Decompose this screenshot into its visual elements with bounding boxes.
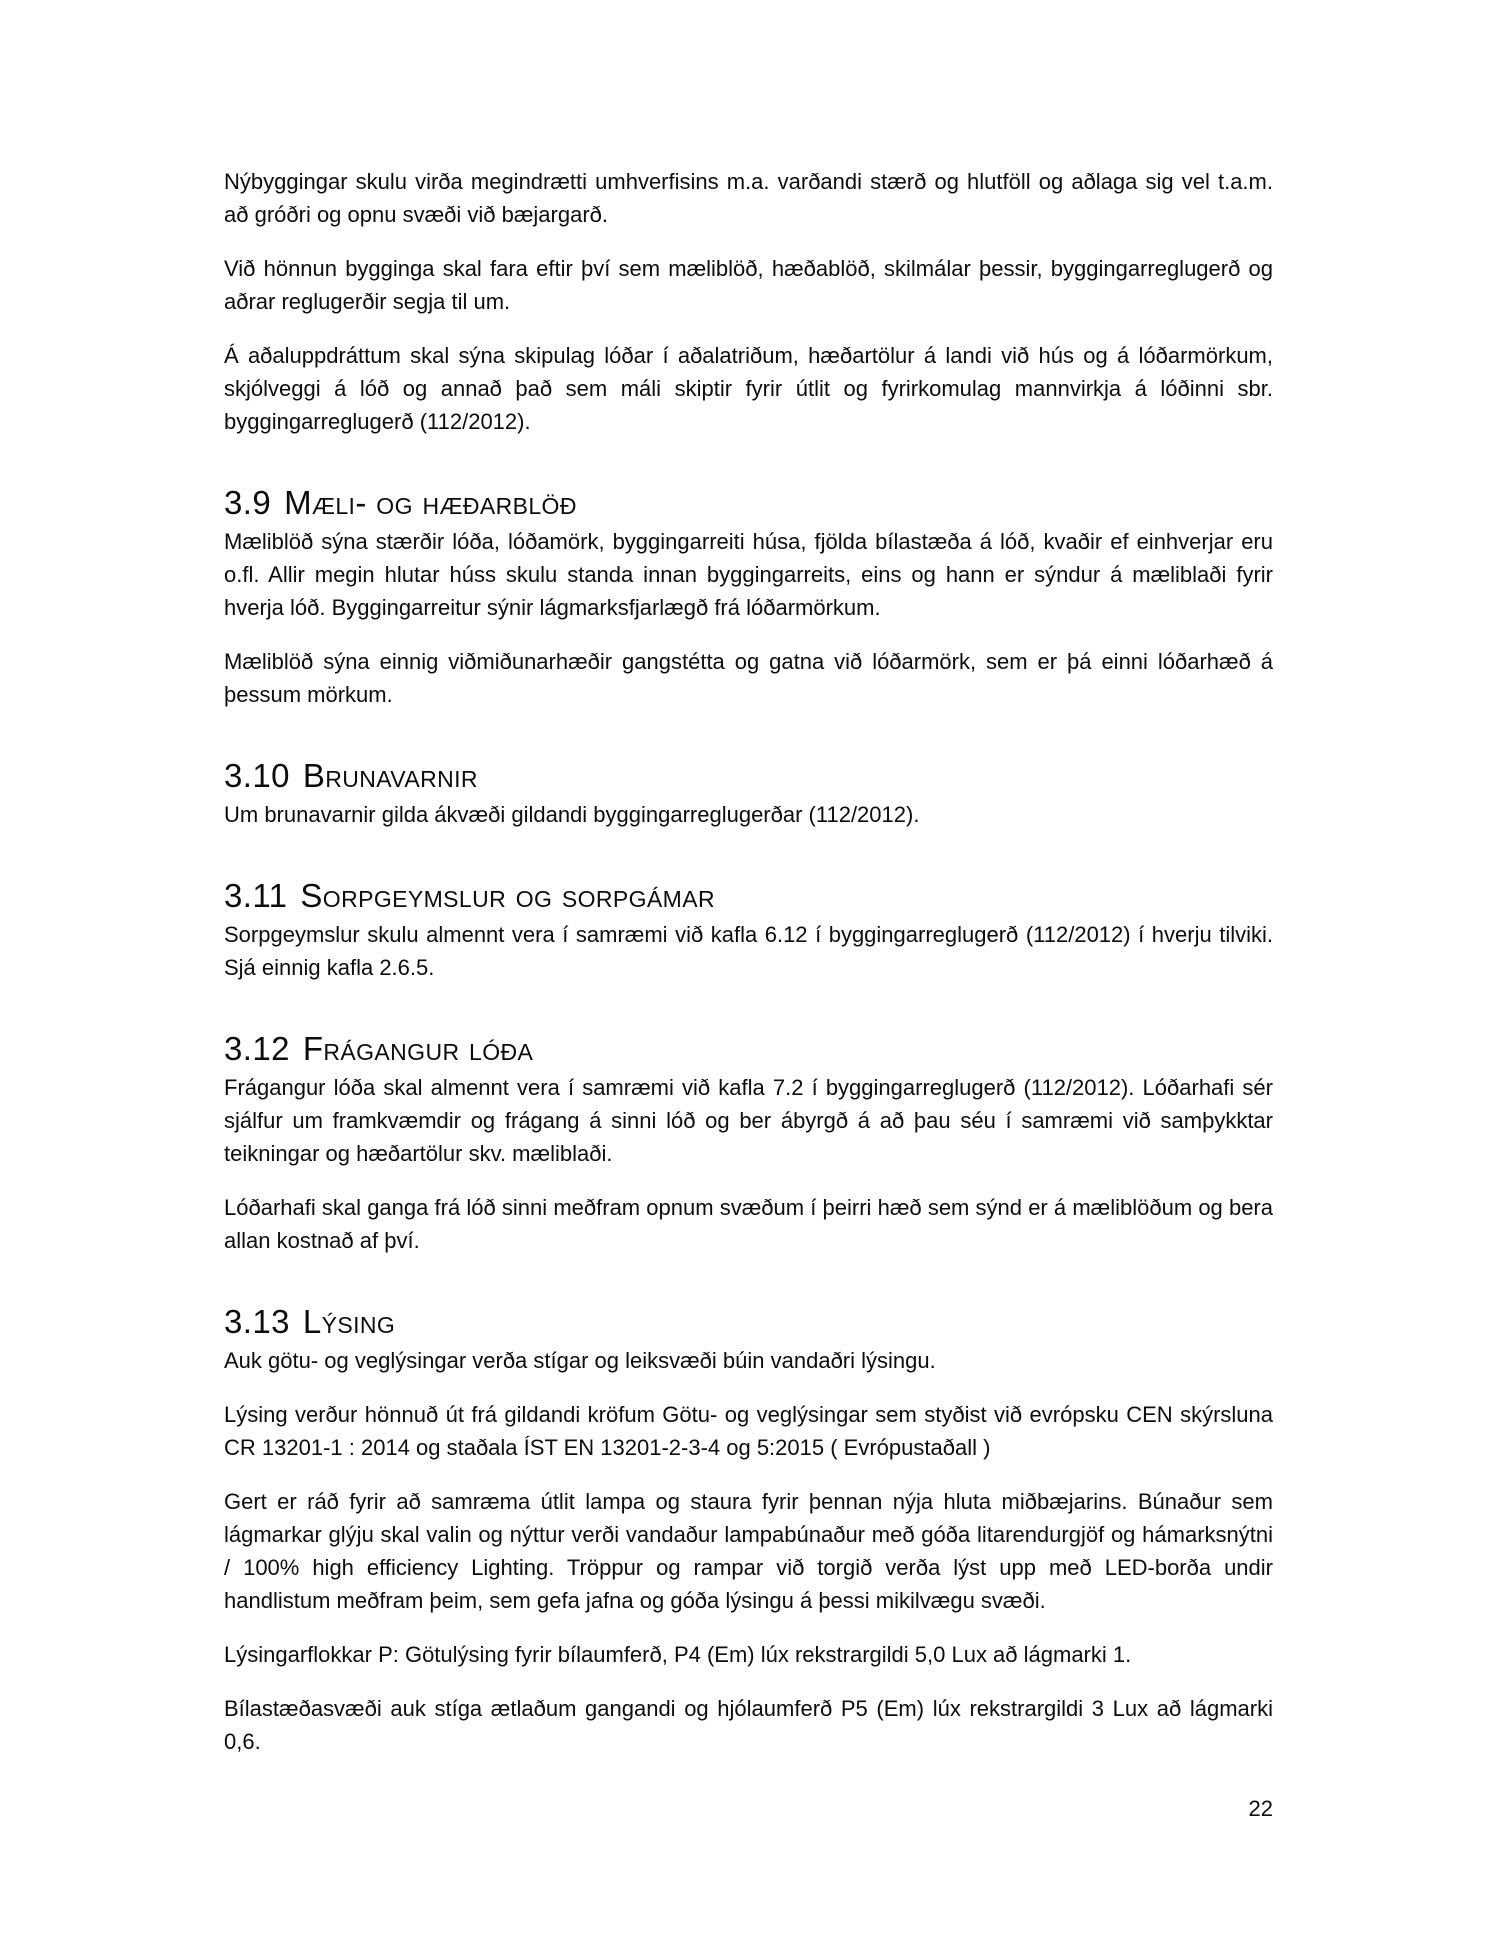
section-3-11-paragraph-1: Sorpgeymslur skulu almennt vera í samræmi við kafla 6.12 í byggingarreglugerð (112/2012) í hverju tilviki. Sjá einnig kafla 2.6.5.	[224, 922, 1273, 980]
page-number: 22	[1248, 1796, 1273, 1821]
section-3-13-paragraph-5: Bílastæðasvæði auk stíga ætlaðum gangandi og hjólaumferð P5 (Em) lúx rekstrargildi 3 Lux að lágmarki 0,6.	[224, 1696, 1273, 1754]
section-3-12-paragraph-2: Lóðarhafi skal ganga frá lóð sinni meðfram opnum svæðum í þeirri hæð sem sýnd er á mæliblöðum og bera allan kostnað af því.	[224, 1195, 1273, 1253]
section-3-9-paragraph-2: Mæliblöð sýna einnig viðmiðunarhæðir gangstétta og gatna við lóðarmörk, sem er þá einni lóðarhæð á þessum mörkum.	[224, 649, 1273, 707]
section-heading-3-9	[224, 480, 1273, 525]
intro-paragraph-3: Á aðaluppdráttum skal sýna skipulag lóðar í aðalatriðum, hæðartölur á landi við hús og á lóðarmörkum, skjólveggi á lóð og annað það sem máli skiptir fyrir útlit og fyrirkomulag mannvirkja á lóðinni sbr. byggingarreglugerð (112/2012).	[224, 343, 1273, 434]
section-number: 3.13	[224, 1303, 290, 1340]
section-heading-3-10	[224, 753, 1273, 798]
section-number: 3.11	[224, 877, 288, 914]
section-heading-3-11	[224, 873, 1273, 918]
section-title: Sorpgeymslur og sorpgámar	[300, 877, 715, 914]
intro-paragraph-2: Við hönnun bygginga skal fara eftir því sem mæliblöð, hæðablöð, skilmálar þessir, byggingarreglugerð og aðrar reglugerðir segja til um.	[224, 256, 1273, 314]
section-3-13-paragraph-1: Auk götu- og veglýsingar verða stígar og leiksvæði búin vandaðri lýsingu.	[224, 1348, 936, 1373]
section-title: Brunavarnir	[302, 757, 478, 794]
section-title: Lýsing	[302, 1303, 396, 1340]
section-title: Frágangur lóða	[302, 1030, 534, 1067]
section-3-10-paragraph-1: Um brunavarnir gilda ákvæði gildandi byggingarreglugerðar (112/2012).	[224, 802, 920, 827]
section-3-13-paragraph-4: Lýsingarflokkar P: Götulýsing fyrir bílaumferð, P4 (Em) lúx rekstrargildi 5,0 Lux að lágmarki 1.	[224, 1642, 1132, 1667]
section-3-13-paragraph-2: Lýsing verður hönnuð út frá gildandi kröfum Götu- og veglýsingar sem styðist við evrópsku CEN skýrsluna CR 13201-1 : 2014 og staðala ÍST EN 13201-2-3-4 og 5:2015 ( Evrópustaðall )	[224, 1402, 1273, 1460]
section-title: Mæli- og hæðarblöð	[284, 484, 577, 521]
text-column	[224, 165, 1273, 1779]
intro-paragraph-1: Nýbyggingar skulu virða megindrætti umhverfisins m.a. varðandi stærð og hlutföll og aðlaga sig vel t.a.m. að gróðri og opnu svæði við bæjargarð.	[224, 169, 1273, 227]
section-heading-3-12	[224, 1026, 1273, 1071]
section-3-12-paragraph-1: Frágangur lóða skal almennt vera í samræmi við kafla 7.2 í byggingarreglugerð (112/2012). Lóðarhafi sér sjálfur um framkvæmdir og frágang á sinni lóð og ber ábyrgð á að þau séu í samræmi við samþykktar teikningar og hæðartölur skv. mæliblaði.	[224, 1075, 1273, 1166]
section-number: 3.9	[224, 484, 272, 521]
section-3-13-paragraph-3: Gert er ráð fyrir að samræma útlit lampa og staura fyrir þennan nýja hluta miðbæjarins. Búnaður sem lágmarkar glýju skal valin og nýttur verði vandaður lampabúnaður með góða litarendurgjöf og hámarksnýtni / 100% high efficiency Lighting. Tröppur og rampar við torgið verða lýst upp með LED-borða undir handlistum meðfram þeim, sem gefa jafna og góða lýsingu á þessi mikilvægu svæði.	[224, 1489, 1273, 1613]
section-number: 3.12	[224, 1030, 290, 1067]
section-heading-3-13	[224, 1299, 1273, 1344]
section-number: 3.10	[224, 757, 290, 794]
section-3-9-paragraph-1: Mæliblöð sýna stærðir lóða, lóðamörk, byggingarreiti húsa, fjölda bílastæða á lóð, kvaðir ef einhverjar eru o.fl. Allir megin hlutar húss skulu standa innan byggingarreits, eins og hann er sýndur á mæliblaði fyrir hverja lóð. Byggingarreitur sýnir lágmarksfjarlægð frá lóðarmörkum.	[224, 529, 1273, 620]
